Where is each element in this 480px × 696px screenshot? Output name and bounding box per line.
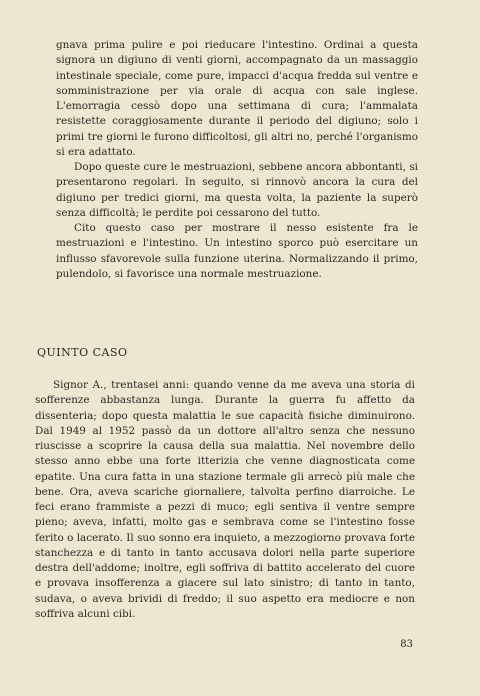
- case-paragraph: Signor A., trentasei anni: quando venne da me aveva una storia di sofferenze abbastanza lunga. Durante la guerra fu affetto da dissenteria; dopo questa malattia le sue capacità fisiche diminuirono. Dal 1949 al 1952 passò da un dottore all'altro senza che nessuno riuscisse a scoprire la causa della sua malattia. Nel novembre dello stesso anno ebbe una forte itterizia che venne diagnosticata come epatite. Una cura fatta in una stazione termale gli arrecò più male che bene. Ora, aveva scariche giornaliere, talvolta perfino diarroiche. Le feci erano frammiste a pezzi di muco; egli sentiva il ventre sempre pieno; aveva, infatti, molto gas e sembrava come se l'intestino fosse ferito o lacerato. Il suo sonno era inquieto, a mezzogiorno provava forte stanchezza e di tanto in tanto accusava dolori nella parte superiore destra dell'addome; inoltre, egli soffriva di battito accelerato del cuore e provava insofferenza a giacere sul lato sinistro; di tanto in tanto, sudava, o aveva brividi di freddo; il suo aspetto era mediocre e non soffriva alcuni cibi.: [35, 379, 415, 620]
- case-body-text: [35, 378, 415, 622]
- body-text-top: [56, 38, 418, 282]
- page-number: 83: [400, 639, 413, 650]
- paragraph-1: gnava prima pulire e poi rieducare l'intestino. Ordinai a questa signora un digiuno di venti giorni, accompagnato da un massaggio intestinale speciale, come pure, impacci d'acqua fredda sul ventre e somministrazione per via orale di acqua con sale inglese. L'emorragia cessò dopo una settimana di cura; l'ammalata resistette coraggiosamente durante il periodo del digiuno; solo i primi tre giorni le furono difficoltosi, gli altri no, perché l'organismo si era adattato.: [56, 39, 418, 158]
- section-heading: QUINTO CASO: [37, 346, 128, 359]
- paragraph-2: Dopo queste cure le mestruazioni, sebbene ancora abbontanti, si presentarono regolari. In seguito, si rinnovò ancora la cura del digiuno per tredici giorni, ma questa volta, la paziente la superò senza difficoltà; le perdite poi cessarono del tutto.: [56, 161, 418, 219]
- paragraph-3: Cito questo caso per mostrare il nesso esistente fra le mestruazioni e l'intestino. Un intestino sporco può esercitare un influsso sfavorevole sulla funzione uterina. Normalizzando il primo, pulendolo, si favorisce una normale mestruazione.: [56, 222, 418, 280]
